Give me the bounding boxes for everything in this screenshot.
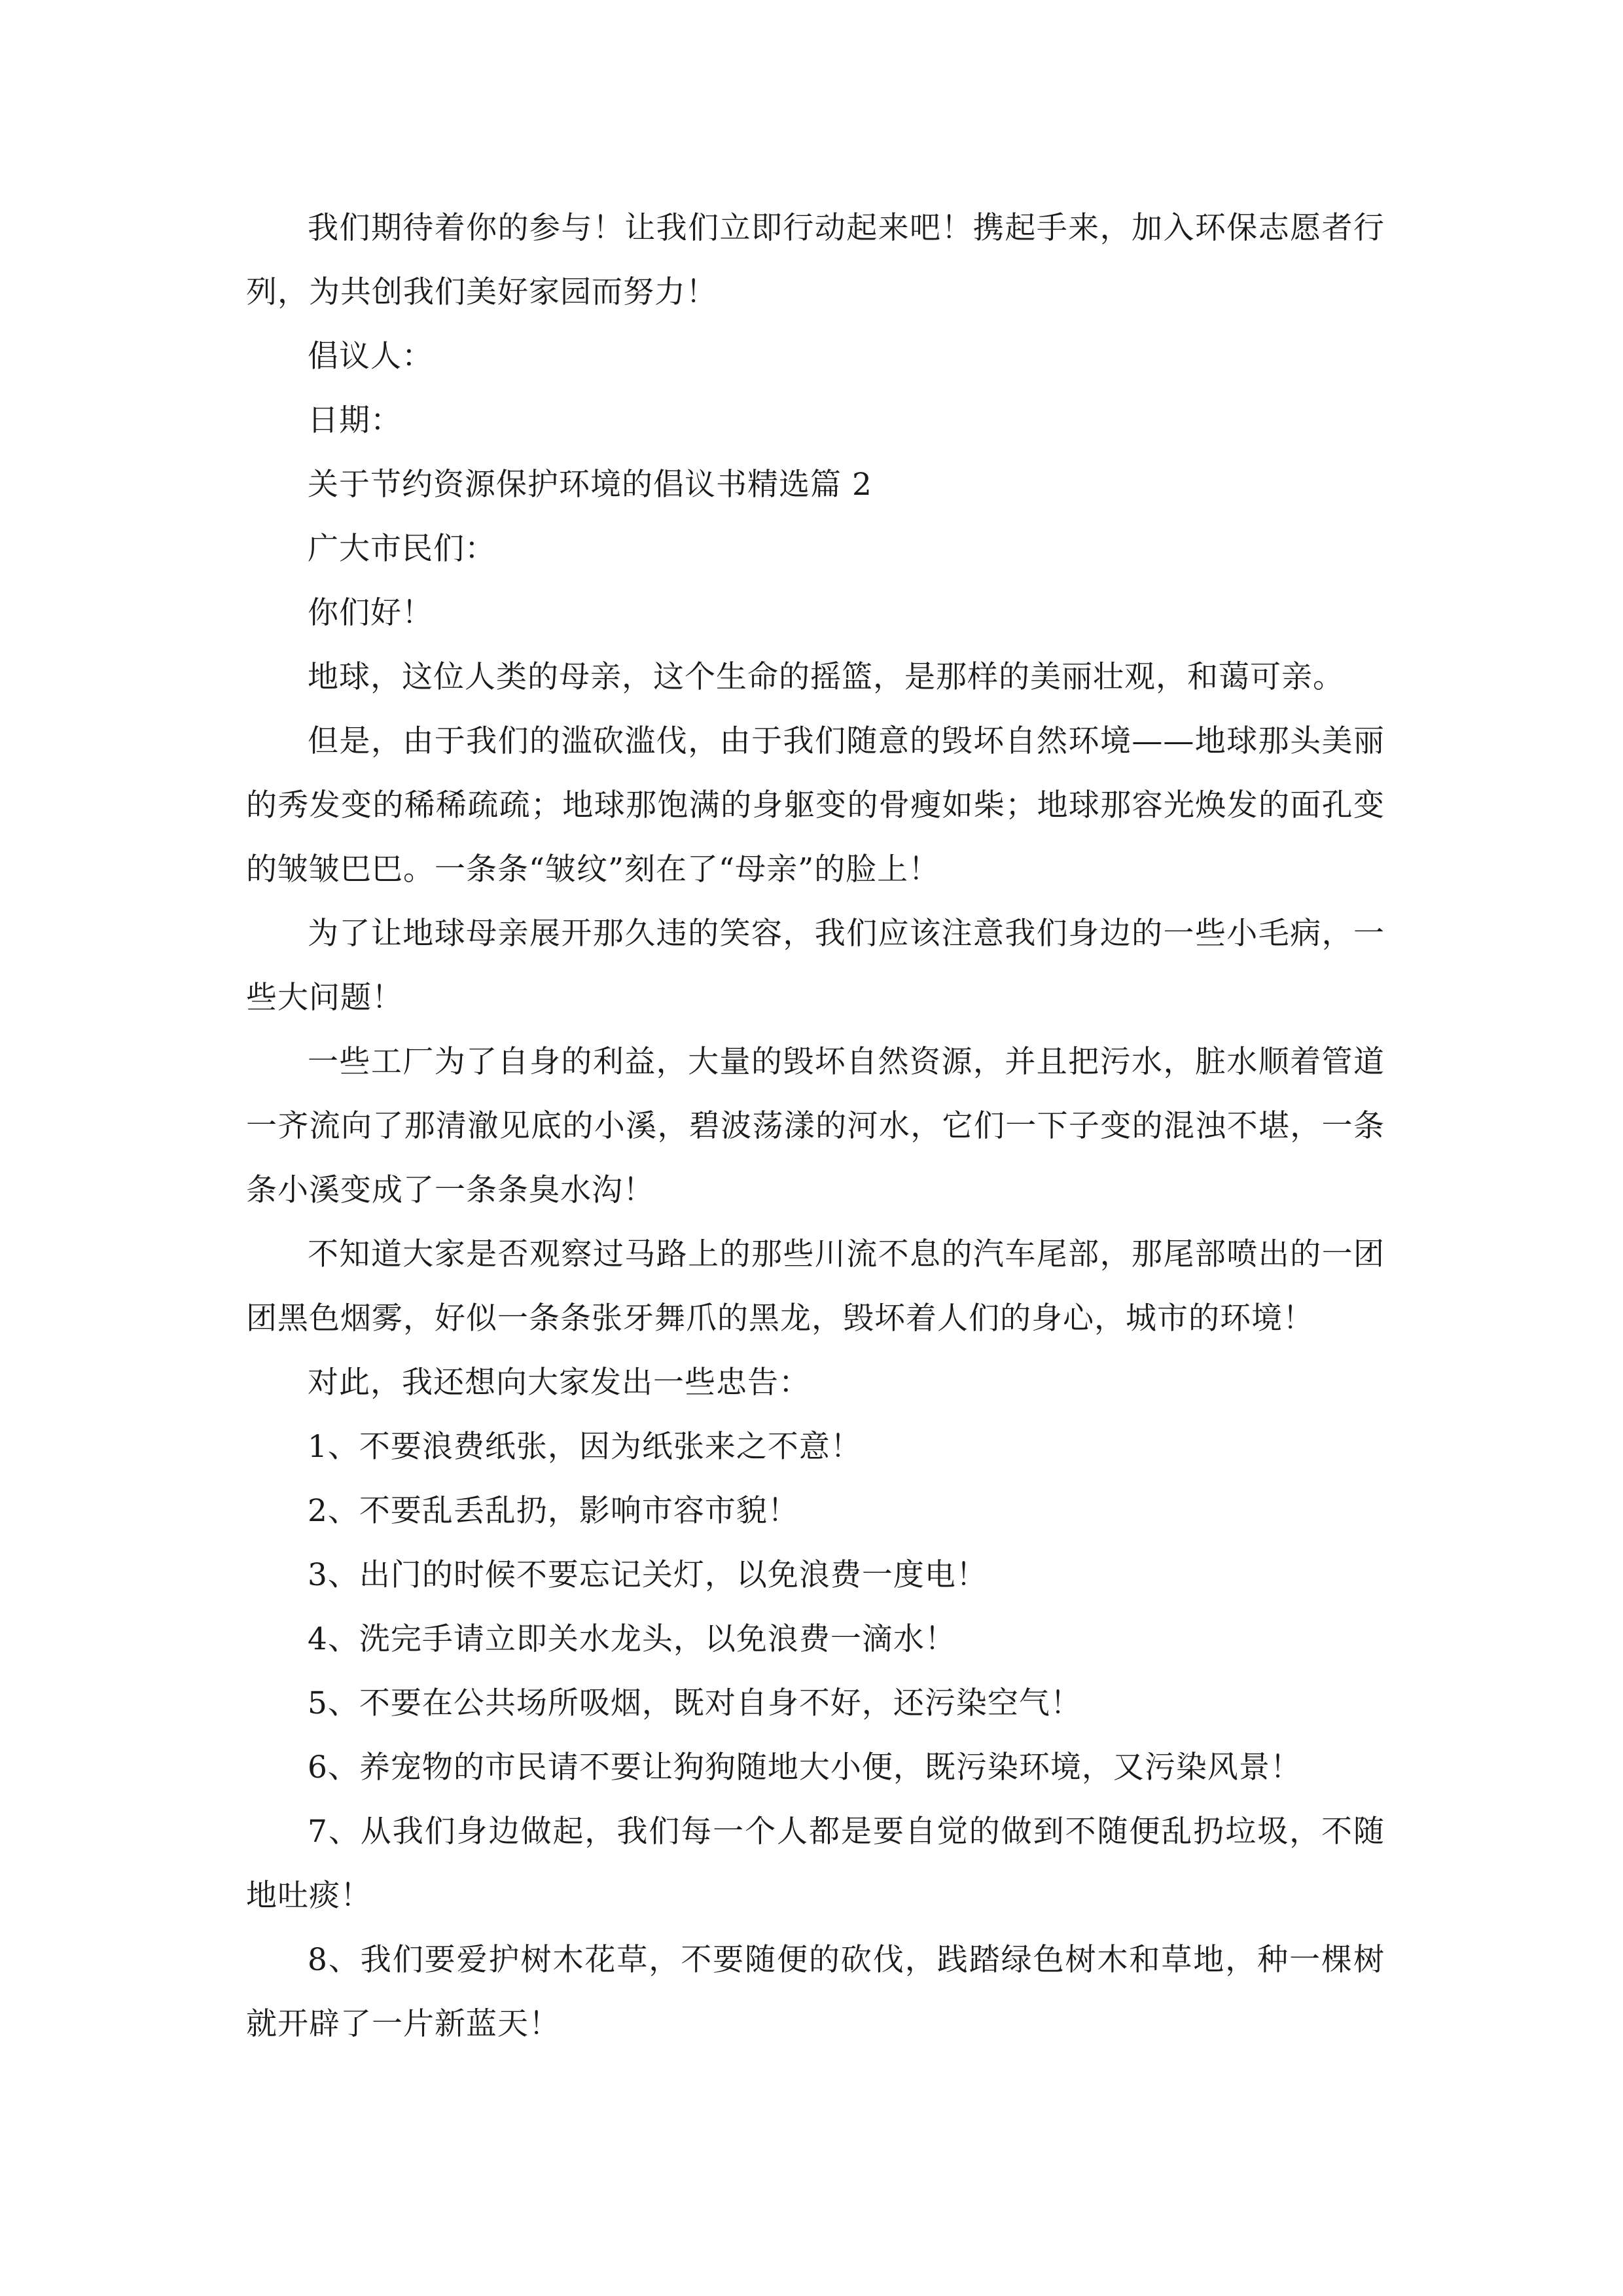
paragraph-damage: 但是，由于我们的滥砍滥伐，由于我们随意的毁坏自然环境——地球那头美丽的秀发变的稀稀疏疏；地球那饱满的身躯变的骨瘦如柴；地球那容光焕发的面孔变的皱皱巴巴。一条条“皱纹”刻在了“母亲”的脸上！ bbox=[246, 723, 1385, 888]
list-item: 3、出门的时候不要忘记关灯，以免浪费一度电！ bbox=[308, 1557, 988, 1593]
greeting: 你们好！ bbox=[308, 595, 433, 631]
list-item: 4、洗完手请立即关水龙头，以免浪费一滴水！ bbox=[308, 1621, 956, 1657]
list-item: 1、不要浪费纸张，因为纸张来之不意！ bbox=[308, 1429, 862, 1465]
document-body bbox=[246, 196, 1385, 2056]
section-title: 关于节约资源保护环境的倡议书精选篇 2 bbox=[308, 467, 872, 503]
salutation: 广大市民们： bbox=[308, 531, 496, 567]
paragraph-closing-appeal: 我们期待着你的参与！让我们立即行动起来吧！携起手来，加入环保志愿者行列，为共创我们美好家园而努力！ bbox=[246, 210, 1385, 310]
signature-proposer: 倡议人： bbox=[308, 338, 433, 374]
list-item: 7、从我们身边做起，我们每一个人都是要自觉的做到不随便乱扔垃圾，不随地吐痰！ bbox=[246, 1814, 1385, 1914]
list-item: 8、我们要爱护树木花草，不要随便的砍伐，践踏绿色树木和草地，种一棵树就开辟了一片新蓝天！ bbox=[246, 1942, 1385, 2042]
list-item: 6、养宠物的市民请不要让狗狗随地大小便，既污染环境，又污染风景！ bbox=[308, 1749, 1302, 1785]
paragraph-factories: 一些工厂为了自身的利益，大量的毁坏自然资源，并且把污水，脏水顺着管道一齐流向了那清澈见底的小溪，碧波荡漾的河水，它们一下子变的混浊不堪，一条条小溪变成了一条条臭水沟！ bbox=[246, 1044, 1385, 1208]
list-item: 2、不要乱丢乱扔，影响市容市貌！ bbox=[308, 1493, 799, 1529]
paragraph-exhaust: 不知道大家是否观察过马路上的那些川流不息的汽车尾部，那尾部喷出的一团团黑色烟雾，好似一条条张牙舞爪的黑龙，毁坏着人们的身心，城市的环境！ bbox=[246, 1236, 1385, 1336]
signature-date: 日期： bbox=[308, 403, 402, 439]
paragraph-advice-intro: 对此，我还想向大家发出一些忠告： bbox=[308, 1365, 810, 1401]
paragraph-smile: 为了让地球母亲展开那久违的笑容，我们应该注意我们身边的一些小毛病，一些大问题！ bbox=[246, 916, 1385, 1016]
list-item: 5、不要在公共场所吸烟，既对自身不好，还污染空气！ bbox=[308, 1685, 1082, 1721]
paragraph-earth: 地球，这位人类的母亲，这个生命的摇篮，是那样的美丽壮观，和蔼可亲。 bbox=[308, 659, 1344, 695]
